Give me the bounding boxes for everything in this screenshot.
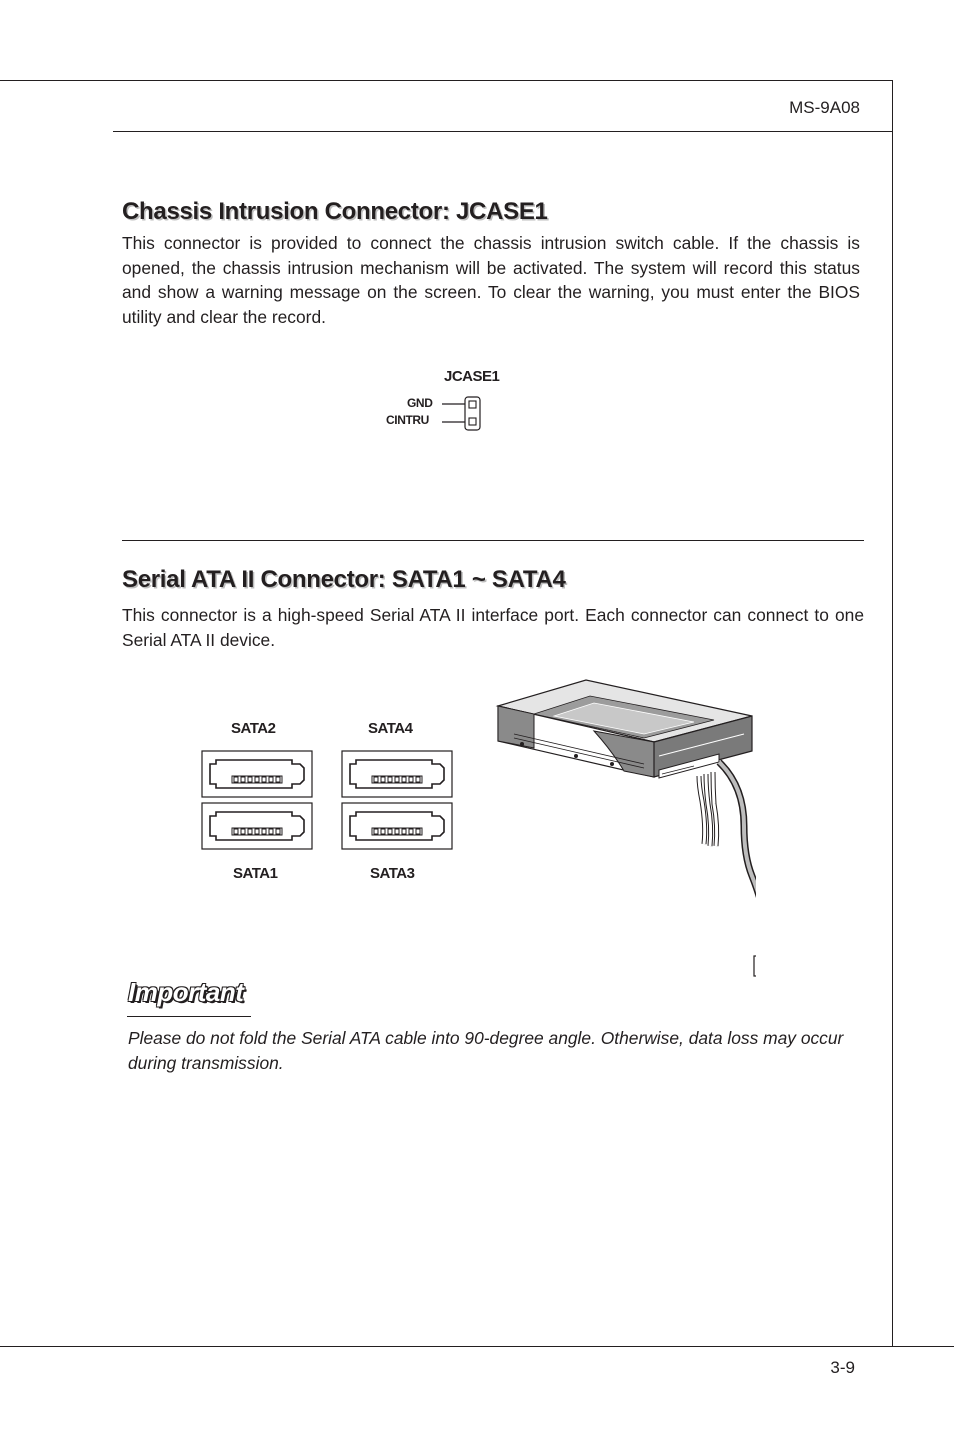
hard-drive-cable-illustration [494, 676, 756, 981]
important-label: Important [128, 977, 244, 1007]
sata2-label: SATA2 [231, 720, 276, 737]
sata1-port-icon [202, 803, 312, 849]
header-rule [113, 131, 893, 132]
model-code: MS-9A08 [789, 98, 860, 117]
important-note: Please do not fold the Serial ATA cable into 90-degree angle. Otherwise, data loss may occur during transmission. [128, 1028, 844, 1073]
sata-ports-diagram [200, 749, 456, 851]
sata-description: This connector is a high-speed Serial ATA II interface port. Each connector can connect to one Serial ATA II device. [122, 605, 864, 650]
sata3-label: SATA3 [370, 865, 415, 882]
jcase-diagram [370, 365, 530, 440]
jcase-description: This connector is provided to connect the chassis intrusion switch cable. If the chassis is opened, the chassis intrusion mechanism will be activated. The system will record this status and show a warning message on the screen. To clear the warning, you must enter the BIOS utility and clear the record. [122, 233, 860, 327]
bottom-border [0, 1346, 954, 1347]
right-border [892, 80, 893, 1346]
sata2-port-icon [202, 751, 312, 797]
jcase-diagram-title: JCASE1 [444, 368, 500, 385]
important-underline [127, 1016, 251, 1017]
sata3-port-icon [342, 803, 452, 849]
sata-heading: Serial ATA II Connector: SATA1 ~ SATA4 [122, 566, 566, 593]
top-border [0, 80, 893, 81]
pin-label-gnd: GND [407, 396, 433, 410]
sata4-port-icon [342, 751, 452, 797]
page-number: 3-9 [830, 1358, 855, 1377]
section-divider [122, 540, 864, 541]
jcase-heading: Chassis Intrusion Connector: JCASE1 [122, 198, 548, 225]
pin-label-cintru: CINTRU [386, 413, 429, 427]
sata4-label: SATA4 [368, 720, 413, 737]
sata1-label: SATA1 [233, 865, 278, 882]
jcase-connector-icon [440, 395, 490, 433]
